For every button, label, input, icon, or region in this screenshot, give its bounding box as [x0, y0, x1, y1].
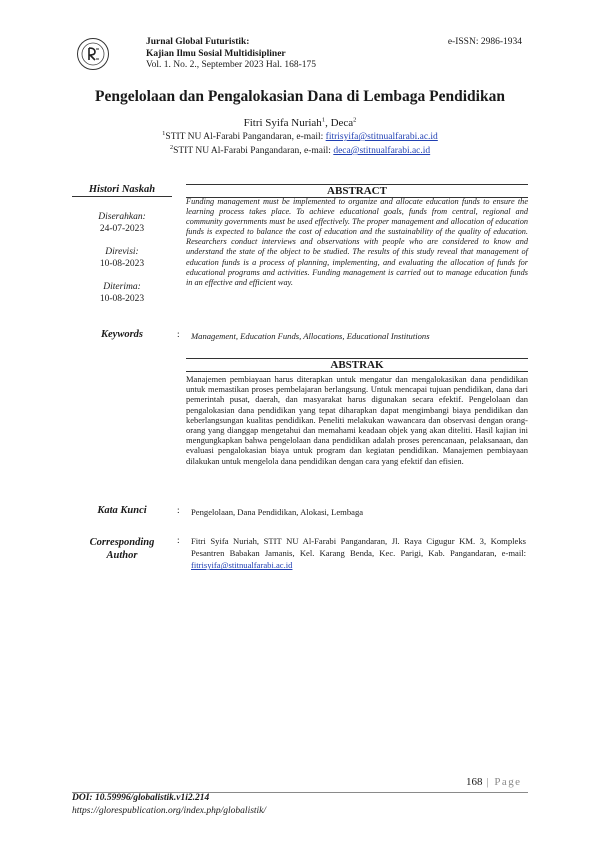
corresponding-label — [72, 536, 172, 562]
submitted-date: 24-07-2023 — [99, 223, 145, 234]
corresponding-label-line2: Author — [106, 550, 138, 561]
corresponding-colon: : — [177, 536, 180, 546]
affiliation-1 — [0, 129, 600, 142]
kata-kunci-label: Kata Kunci — [97, 505, 147, 516]
journal-logo-icon — [80, 41, 106, 67]
abstract-heading: ABSTRACT — [186, 184, 528, 198]
affiliation-superscript: 2 — [169, 143, 174, 151]
page-number-value: 168 — [466, 776, 483, 788]
journal-logo — [77, 38, 109, 70]
author-name: Deca — [330, 117, 354, 129]
author-superscript: 2 — [353, 116, 357, 124]
accepted-block — [72, 282, 172, 305]
accepted-date: 10-08-2023 — [99, 293, 145, 304]
submitted-label: Diserahkan: — [98, 212, 146, 222]
eissn: e-ISSN: 2986-1934 — [447, 37, 522, 47]
history-heading: Histori Naskah — [72, 184, 172, 197]
revised-date: 10-08-2023 — [99, 258, 145, 269]
abstract-text: Funding management must be implemented to organize and allocate education funds to ensure the learning process takes place. To achieve educational goals, funds from central, regional and community governments must be used effectively. The proper management and allocation of education funds is expected to balance the cost of education and the sustainability of the quality of education. Researchers conduct interviews and observations with people who are considered to know and understand the state of the object to be studied. The results of this study reveal that management of education funds is a process of planning, implementing, and evaluating the allocation of funds for educational programs and activities. Funding management is carried out to manage education funds in an effective and efficient way. — [186, 197, 528, 287]
journal-url[interactable]: https://glorespublication.org/index.php/globalistik/ — [72, 806, 267, 816]
affiliation-superscript: 1 — [162, 129, 166, 137]
corresponding-text — [191, 535, 526, 571]
kata-kunci-text: Pengelolaan, Dana Pendidikan, Alokasi, Lembaga — [191, 507, 364, 517]
email-link[interactable]: deca@stitnualfarabi.ac.id — [333, 146, 431, 156]
revised-block — [72, 247, 172, 270]
email-link[interactable]: fitrisyifa@stitnualfarabi.ac.id — [325, 132, 438, 142]
keywords-text: Management, Education Funds, Allocations, Educational Institutions — [191, 331, 430, 341]
doi[interactable]: DOI: 10.59996/globalistik.v1i2.214 — [72, 793, 210, 803]
email-link[interactable]: fitrisyifa@stitnualfarabi.ac.id — [191, 560, 293, 571]
page-number — [466, 776, 521, 788]
journal-subtitle: Kajian Ilmu Sosial Multidisipliner — [146, 48, 286, 59]
affiliation-2 — [0, 143, 600, 156]
affiliation-text: STIT NU Al-Farabi Pangandaran, e-mail: — [165, 132, 326, 142]
author-line — [0, 117, 600, 129]
author-superscript: 1 — [321, 116, 326, 124]
author-name: Fitri Syifa Nuriah — [243, 117, 322, 129]
paper-title: Pengelolaan dan Pengalokasian Dana di Lembaga Pendidikan — [95, 88, 505, 105]
corresponding-address: Fitri Syifa Nuriah, STIT NU Al-Farabi Pangandaran, Jl. Raya Cigugur KM. 3, Kompleks Pesantren Babakan Jamanis, Kel. Karang Benda, Kec. Parigi, Kab. Pangandaran, e-mail: — [191, 536, 526, 559]
affiliation-text: STIT NU Al-Farabi Pangandaran, e-mail: — [173, 146, 334, 156]
keywords-colon: : — [177, 330, 180, 340]
page-label: | Page — [482, 776, 522, 788]
kata-kunci-colon: : — [177, 506, 180, 516]
accepted-label: Diterima: — [103, 282, 141, 292]
abstrak-heading: ABSTRAK — [186, 358, 528, 372]
author-separator: , — [325, 117, 331, 129]
volume-info: Vol. 1. No. 2., September 2023 Hal. 168-175 — [146, 60, 317, 70]
submitted-block — [72, 212, 172, 235]
corresponding-label-line1: Corresponding — [89, 537, 155, 548]
journal-name: Jurnal Global Futuristik: — [146, 37, 250, 47]
journal-info — [146, 37, 316, 72]
revised-label: Direvisi: — [105, 247, 139, 257]
keywords-label: Keywords — [101, 329, 143, 340]
abstrak-text: Manajemen pembiayaan harus diterapkan untuk mengatur dan mengalokasikan dana pendidikan untuk memastikan proses pembelajaran berlangsung. Untuk mencapai tujuan pendidikan, dana dari pemerintah pusat, daerah, dan masyarakat harus digunakan secara efektif. Pengelolaan dan pengalokasian dana pendidikan yang tepat diharapkan dapat mengimbangi biaya pendidikan dan keberlangsungan kualitas pendidikan. Peneliti melakukan wawancara dan observasi dengan orang-orang yang dianggap mengetahui dan memahami keadaan objek yang akan diteliti. Hasil kajian ini mengungkapkan bahwa pengelolaan dana pendidikan adalah proses perencanaan, pelaksanaan, dan evaluasi pengalokasian biaya untuk program dan kegiatan pendidikan. Manajemen pembiayaan dilakukan untuk mengelola dana pendidikan dengan cara yang efektif dan efisien. — [186, 374, 528, 466]
